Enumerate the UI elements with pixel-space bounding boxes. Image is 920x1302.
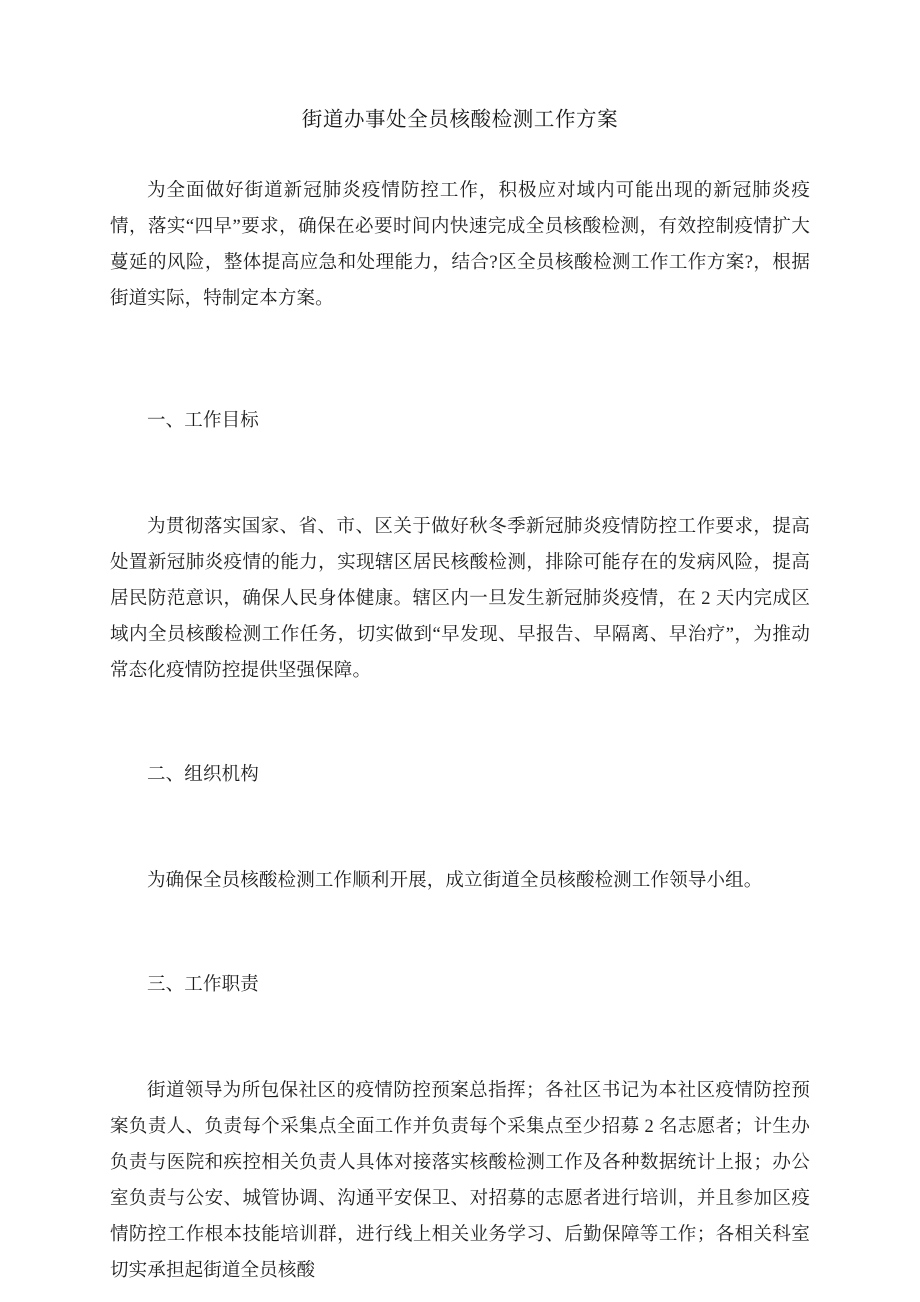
spacer xyxy=(110,899,810,967)
paragraph-responsibilities: 街道领导为所包保社区的疫情防控预案总指挥；各社区书记为本社区疫情防控预案负责人、负责每个采集点全面工作并负责每个采集点至少招募 2 名志愿者；计生办负责与医院和疾控相关负责人具体对接落实核酸检测工作及各种数据统计上报；办公室负责与公安、城管协调、沟通平安保卫、对招募的志愿者进行培训，并且参加区疫情防控工作根本技能培训群，进行线上相关业务学习、后勤保障等工作；各相关科室切实承担起街道全员核酸 xyxy=(110,1080,810,1281)
paragraph-organization: 为确保全员核酸检测工作顺利开展，成立街道全员核酸检测工作领导小组。 xyxy=(147,870,763,891)
paragraph-work-goals: 为贯彻落实国家、省、市、区关于做好秋冬季新冠肺炎疫情防控工作要求，提高处置新冠肺炎疫情的能力，实现辖区居民核酸检测，排除可能存在的发病风险，提高居民防范意识，确保人民身体健康。辖区内一旦发生新冠肺炎疫情，在 2 天内完成区域内全员核酸检测工作任务，切实做到“早发现、早报告、早隔离、早治疗”，为推动常态化疫情防控提供坚强保障。 xyxy=(110,516,810,681)
section-heading-responsibilities: 三、工作职责 xyxy=(147,974,259,995)
spacer xyxy=(110,439,810,509)
spacer xyxy=(110,689,810,757)
spacer xyxy=(110,317,810,403)
paragraph-intro: 为全面做好街道新冠肺炎疫情防控工作，积极应对域内可能出现的新冠肺炎疫情，落实“四早”要求，确保在必要时间内快速完成全员核酸检测，有效控制疫情扩大蔓延的风险，整体提高应急和处理能力，结合?区全员核酸检测工作工作方案?，根据街道实际，特制定本方案。 xyxy=(110,180,810,309)
spacer xyxy=(110,135,810,173)
section-heading-work-goals: 一、工作目标 xyxy=(147,410,259,431)
spacer xyxy=(110,793,810,863)
section-heading-organization: 二、组织机构 xyxy=(147,764,259,785)
page-title: 街道办事处全员核酸检测工作方案 xyxy=(301,109,619,131)
spacer xyxy=(110,1003,810,1073)
document-body xyxy=(110,0,810,1289)
